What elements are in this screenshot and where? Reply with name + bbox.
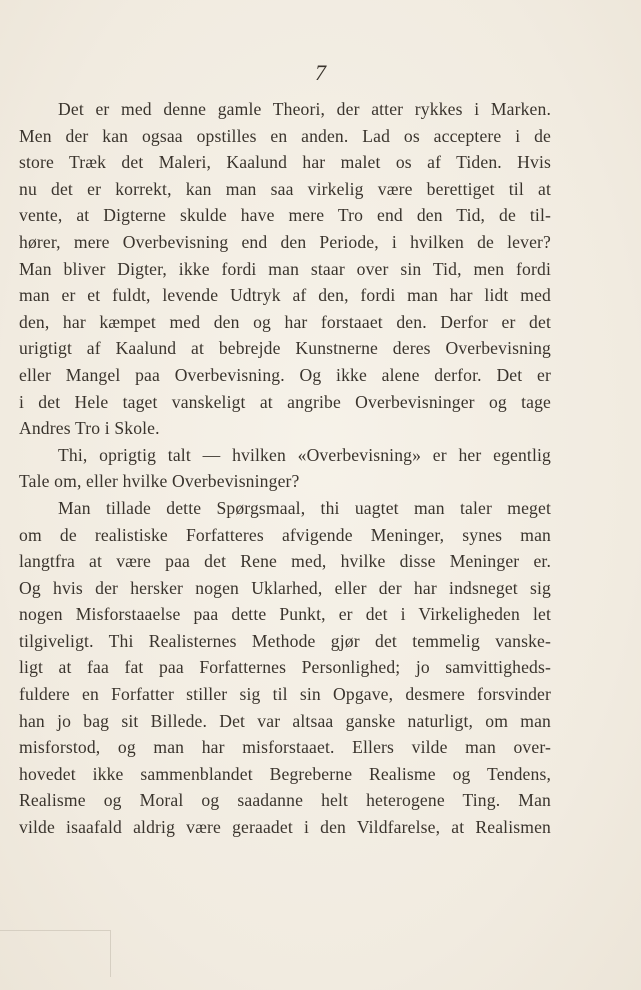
text-line: vente, at Digterne skulde have mere Tro end den Tid, de til- (19, 205, 551, 226)
text-line: tilgiveligt. Thi Realisternes Methode gjør det temmelig vanske- (19, 630, 551, 651)
text-line: hører, mere Overbevisning end den Periode, i hvilken de lever? (19, 231, 551, 252)
text-line: Det er med denne gamle Theori, der atter rykkes i Marken. (58, 99, 551, 119)
text-line: fuldere en Forfatter stiller sig til sin Opgave, desmere forsvinder (19, 684, 551, 705)
text-line: Men der kan ogsaa opstilles en anden. Lad os acceptere i de (19, 125, 551, 146)
text-line: Tale om, eller hvilke Overbevisninger? (19, 471, 300, 492)
text-line: man er et fuldt, levende Udtryk af den, fordi man har lidt med (19, 285, 551, 306)
text-line: Thi, oprigtig talt — hvilken «Overbevisning» er her egentlig (58, 444, 551, 465)
page-number: 7 (315, 60, 326, 85)
text-line: Andres Tro i Skole. (19, 418, 160, 439)
text-line: nogen Misforstaaelse paa dette Punkt, er det i Virkeligheden let (19, 604, 551, 625)
text-line: han jo bag sit Billede. Det var altsaa ganske naturligt, om man (19, 710, 551, 731)
scan-frame-mark (0, 930, 111, 977)
text-line: Og hvis der hersker nogen Uklarhed, eller der har indsneget sig (19, 577, 551, 598)
text-line: langtfra at være paa det Rene med, hvilke disse Meninger er. (19, 551, 551, 572)
text-line: Man bliver Digter, ikke fordi man staar over sin Tid, men fordi (19, 258, 551, 279)
text-line: eller Mangel paa Overbevisning. Og ikke alene derfor. Det er (19, 364, 551, 385)
text-line: store Træk det Maleri, Kaalund har malet os af Tiden. Hvis (19, 152, 551, 173)
text-line: Realisme og Moral og saadanne helt heterogene Ting. Man (19, 790, 551, 811)
text-line: nu det er korrekt, kan man saa virkelig være berettiget til at (19, 178, 551, 199)
text-line: Man tillade dette Spørgsmaal, thi uagtet man taler meget (58, 497, 551, 518)
text-line: om de realistiske Forfatteres afvigende Meninger, synes man (19, 524, 551, 545)
text-line: vilde isaafald aldrig være geraadet i den Vildfarelse, at Realismen (19, 817, 551, 838)
text-line: urigtigt af Kaalund at bebrejde Kunstnerne deres Overbevisning (19, 338, 551, 359)
text-line: i det Hele taget vanskeligt at angribe Overbevisninger og tage (19, 391, 551, 412)
text-line: misforstod, og man har misforstaaet. Ellers vilde man over- (19, 737, 551, 758)
text-line: hovedet ikke sammenblandet Begreberne Realisme og Tendens, (19, 763, 551, 784)
text-line: ligt at faa fat paa Forfatternes Personlighed; jo samvittigheds- (19, 657, 551, 678)
body-text (19, 96, 551, 841)
text-line: den, har kæmpet med den og har forstaaet den. Derfor er det (19, 311, 551, 332)
